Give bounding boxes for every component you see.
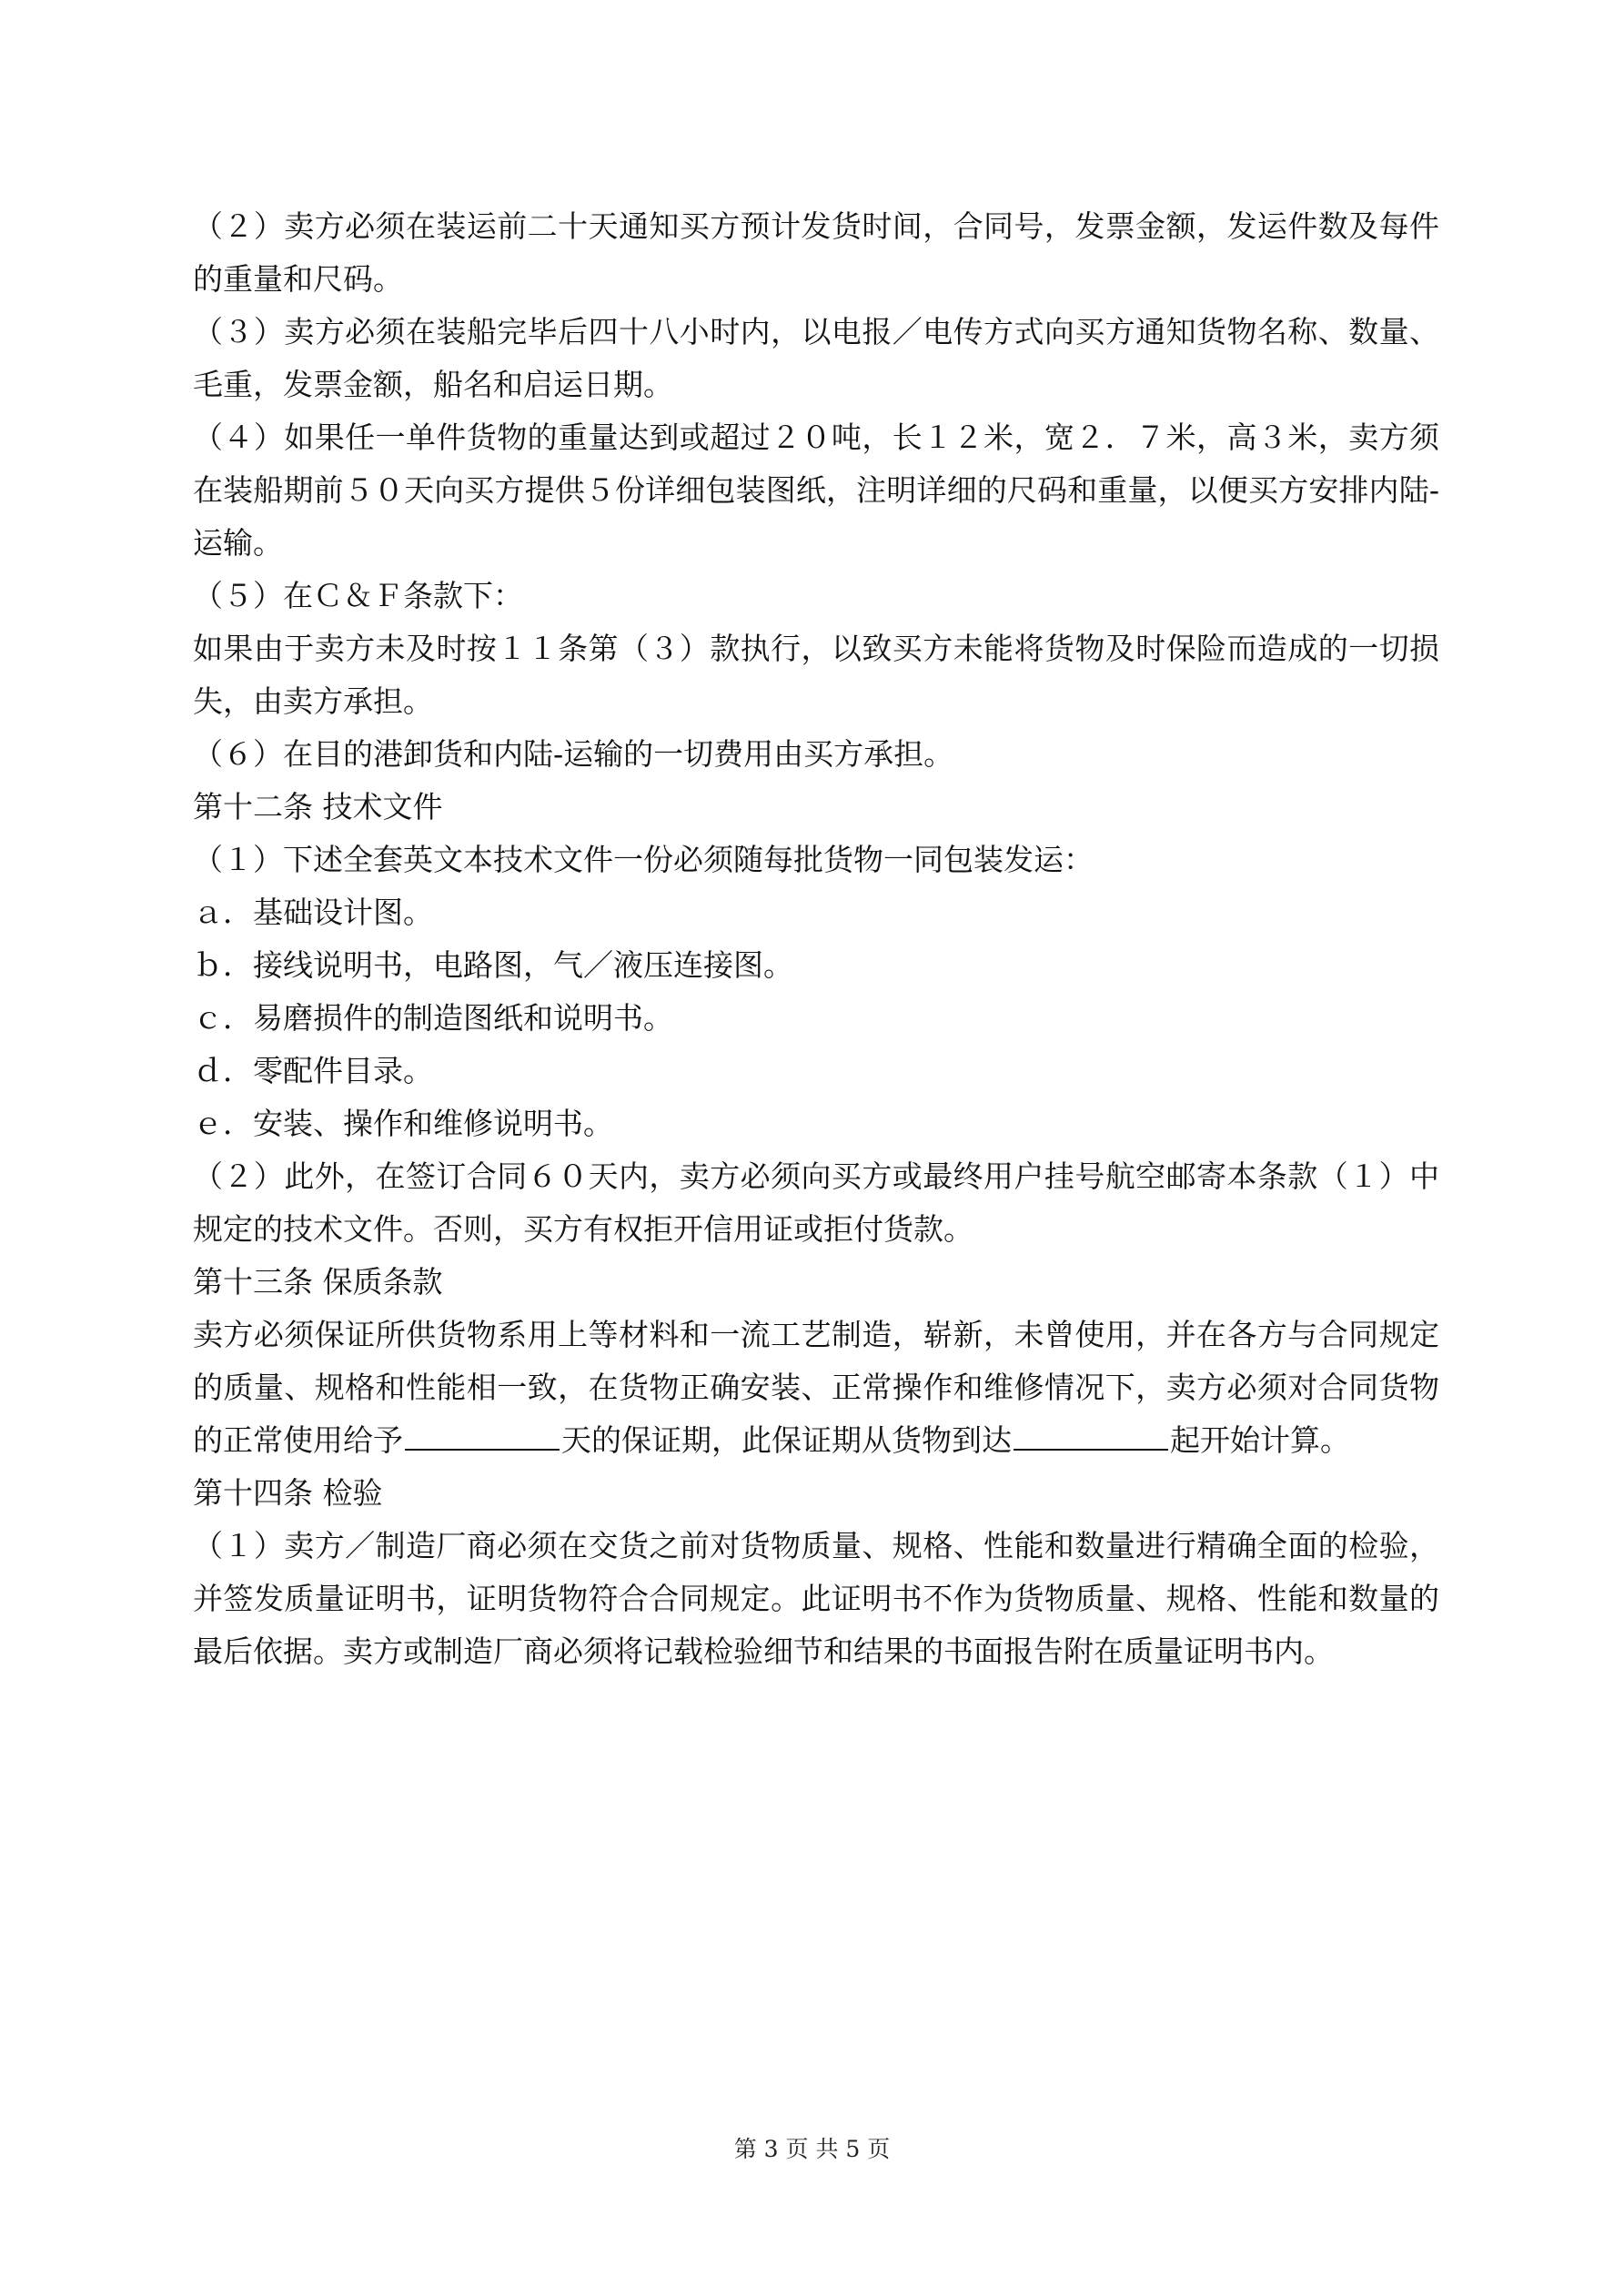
heading-article-12: 第十二条 技术文件: [193, 789, 443, 824]
page-number-footer: 第 3 页 共 5 页: [733, 2136, 891, 2162]
document-body: [193, 200, 1439, 1678]
warranty-text-part1: 卖方必须保证所供货物系用上等材料和一流工艺制造，崭新，未曾使用，并在各方与合同规定的质量、规格和性能相一致，在货物正确安装、正常操作和维修情况下，卖方必须对合同货物的正常使用给予: [193, 1317, 1439, 1458]
paragraph-unloading-costs: （６）在目的港卸货和内陆-运输的一切费用由买方承担。: [193, 736, 954, 772]
list-item-d: ｄ．零配件目录。: [193, 1053, 433, 1088]
warranty-start-blank: [1014, 1420, 1168, 1451]
paragraph-tech-docs-intro: （１）下述全套英文本技术文件一份必须随每批货物一同包装发运：: [193, 842, 1094, 877]
paragraph-warranty: [193, 1309, 1439, 1467]
paragraph-inspection: （１）卖方／制造厂商必须在交货之前对货物质量、规格、性能和数量进行精确全面的检验，并签发质量证明书，证明货物符合合同规定。此证明书不作为货物质量、规格、性能和数量的最后依据。卖方或制造厂商必须将记载检验细节和结果的书面报告附在质量证明书内。: [193, 1528, 1439, 1669]
paragraph-oversize-cargo: （４）如果任一单件货物的重量达到或超过２０吨，长１２米，宽２．７米，高３米，卖方须在装船期前５０天向买方提供５份详细包装图纸，注明详细的尺码和重量，以便买方安排内陆-运输。: [193, 420, 1439, 561]
warranty-text-part3: 起开始计算。: [1170, 1422, 1350, 1458]
paragraph-notice-shipment: （２）卖方必须在装运前二十天通知买方预计发货时间，合同号，发票金额，发运件数及每件的重量和尺码。: [193, 208, 1439, 297]
list-item-a: ａ．基础设计图。: [193, 895, 433, 930]
heading-article-14: 第十四条 检验: [193, 1475, 383, 1511]
list-item-b: ｂ．接线说明书，电路图，气／液压连接图。: [193, 947, 793, 983]
list-item-e: ｅ．安装、操作和维修说明书。: [193, 1106, 613, 1141]
paragraph-insurance-loss: 如果由于卖方未及时按１１条第（３）款执行，以致买方未能将货物及时保险而造成的一切损失，由卖方承担。: [193, 631, 1439, 719]
warranty-text-part2: 天的保证期，此保证期从货物到达: [561, 1422, 1012, 1458]
heading-article-13: 第十三条 保质条款: [193, 1264, 443, 1300]
list-item-c: ｃ．易磨损件的制造图纸和说明书。: [193, 1000, 673, 1036]
paragraph-notice-after-loading: （３）卖方必须在装船完毕后四十八小时内，以电报／电传方式向买方通知货物名称、数量、毛重，发票金额，船名和启运日期。: [193, 314, 1439, 402]
warranty-days-blank: [405, 1420, 560, 1451]
paragraph-cf-terms: （５）在Ｃ＆Ｆ条款下：: [193, 578, 523, 613]
paragraph-tech-docs-mail: （２）此外，在签订合同６０天内，卖方必须向买方或最终用户挂号航空邮寄本条款（１）中规定的技术文件。否则，买方有权拒开信用证或拒付货款。: [193, 1158, 1439, 1247]
